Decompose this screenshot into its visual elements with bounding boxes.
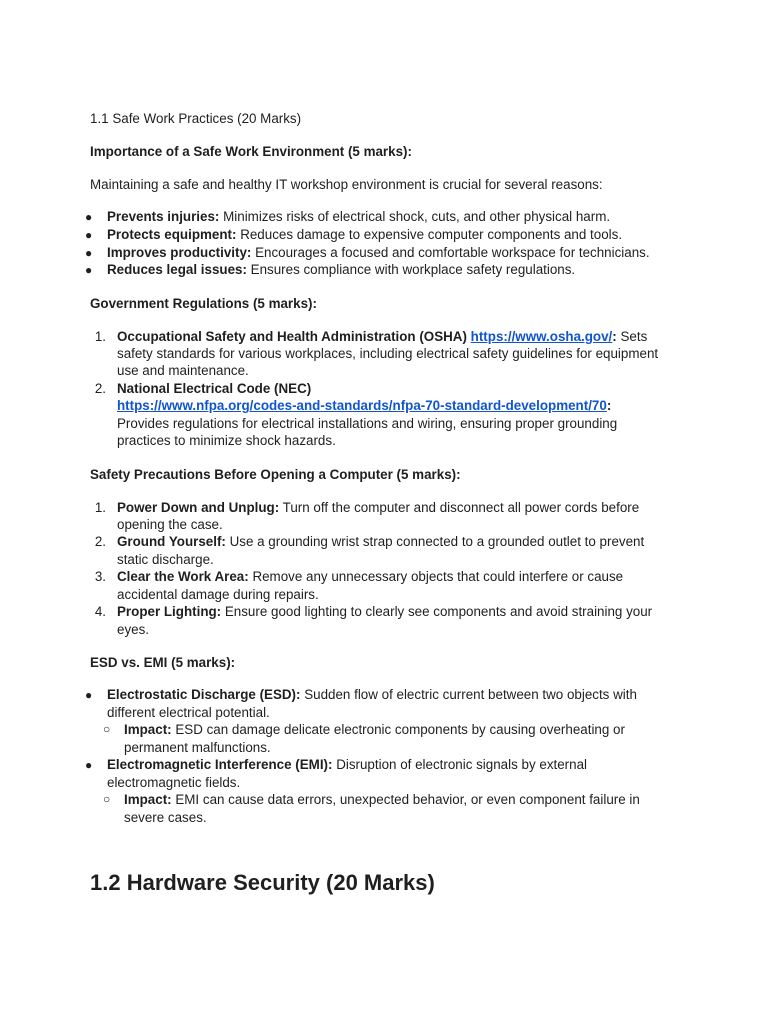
item-text: static discharge. — [117, 552, 214, 567]
item-number: 4. — [94, 604, 106, 619]
item-text: electromagnetic fields. — [107, 775, 241, 790]
item-colon: : — [606, 398, 612, 413]
bullet-icon: ● — [85, 688, 93, 702]
item-text: Provides regulations for electrical installations and wiring, ensuring proper grounding — [117, 416, 618, 431]
impact-text: ESD can damage delicate electronic components by causing overheating or — [171, 722, 625, 737]
item-text: Remove any unnecessary objects that could interfere or cause — [248, 569, 624, 584]
item-text: Ensures compliance with workplace safety regulations. — [246, 262, 576, 277]
item-label: Electromagnetic Interference (EMI): — [107, 757, 333, 772]
next-section-heading: 1.2 Hardware Security (20 Marks) — [90, 870, 435, 895]
item-label: Occupational Safety and Health Administration (OSHA) — [117, 329, 467, 344]
bullet-icon: ● — [85, 758, 93, 772]
item-number: 1. — [94, 329, 106, 344]
impact-label: Impact: — [124, 792, 172, 807]
item-number: 1. — [94, 500, 106, 515]
item-text: Sudden flow of electric current between two objects with — [300, 687, 637, 702]
item-text: Turn off the computer and disconnect all power cords before — [279, 500, 640, 515]
item-text: Minimizes risks of electrical shock, cuts, and other physical harm. — [219, 209, 611, 224]
item-text: Ensure good lighting to clearly see components and avoid straining your — [221, 604, 653, 619]
item-number: 3. — [94, 569, 106, 584]
bullet-icon: ● — [85, 210, 93, 224]
section-title: 1.1 Safe Work Practices (20 Marks) — [90, 111, 302, 126]
item-label: Reduces legal issues: — [107, 262, 247, 277]
esd-emi-heading: ESD vs. EMI (5 marks): — [90, 655, 236, 670]
bullet-icon: ● — [85, 246, 93, 260]
item-label: Protects equipment: — [107, 227, 237, 242]
item-text: use and maintenance. — [117, 363, 249, 378]
item-text: different electrical potential. — [107, 705, 270, 720]
importance-heading: Importance of a Safe Work Environment (5 marks): — [90, 144, 412, 159]
item-text: Reduces damage to expensive computer components and tools. — [236, 227, 623, 242]
nfpa-link[interactable]: https://www.nfpa.org/codes-and-standards/nfpa-70-standard-development/70 — [117, 398, 607, 413]
item-text: practices to minimize shock hazards. — [117, 433, 336, 448]
item-label: National Electrical Code (NEC) — [117, 381, 312, 396]
item-text: Disruption of electronic signals by external — [332, 757, 588, 772]
precautions-heading: Safety Precautions Before Opening a Computer (5 marks): — [90, 467, 461, 482]
item-text: opening the case. — [117, 517, 223, 532]
item-number: 2. — [94, 381, 106, 396]
item-text: accidental damage during repairs. — [117, 587, 319, 602]
hollow-bullet-icon: ○ — [103, 722, 111, 736]
bullet-icon: ● — [85, 228, 93, 242]
bullet-icon: ● — [85, 263, 93, 277]
hollow-bullet-icon: ○ — [103, 792, 111, 806]
impact-text: permanent malfunctions. — [124, 740, 271, 755]
item-label: Proper Lighting: — [117, 604, 222, 619]
item-label: Power Down and Unplug: — [117, 500, 280, 515]
impact-label: Impact: — [124, 722, 172, 737]
regulations-heading: Government Regulations (5 marks): — [90, 296, 317, 311]
impact-text: severe cases. — [124, 810, 207, 825]
osha-link[interactable]: https://www.osha.gov/ — [470, 329, 613, 344]
item-label: Prevents injuries: — [107, 209, 220, 224]
item-text: Use a grounding wrist strap connected to a grounded outlet to prevent — [225, 534, 645, 549]
item-text: Sets — [616, 329, 648, 344]
importance-intro: Maintaining a safe and healthy IT workshop environment is crucial for several reasons: — [90, 177, 603, 192]
item-text: Encourages a focused and comfortable workspace for technicians. — [251, 245, 650, 260]
item-label: Improves productivity: — [107, 245, 252, 260]
item-label: Clear the Work Area: — [117, 569, 249, 584]
impact-text: EMI can cause data errors, unexpected behavior, or even component failure in — [171, 792, 640, 807]
item-label: Electrostatic Discharge (ESD): — [107, 687, 301, 702]
item-colon: : — [612, 329, 617, 344]
item-label: Ground Yourself: — [117, 534, 226, 549]
item-number: 2. — [94, 534, 106, 549]
item-text: eyes. — [117, 622, 150, 637]
item-text: safety standards for various workplaces, including electrical safety guidelines for equipment — [117, 346, 659, 361]
